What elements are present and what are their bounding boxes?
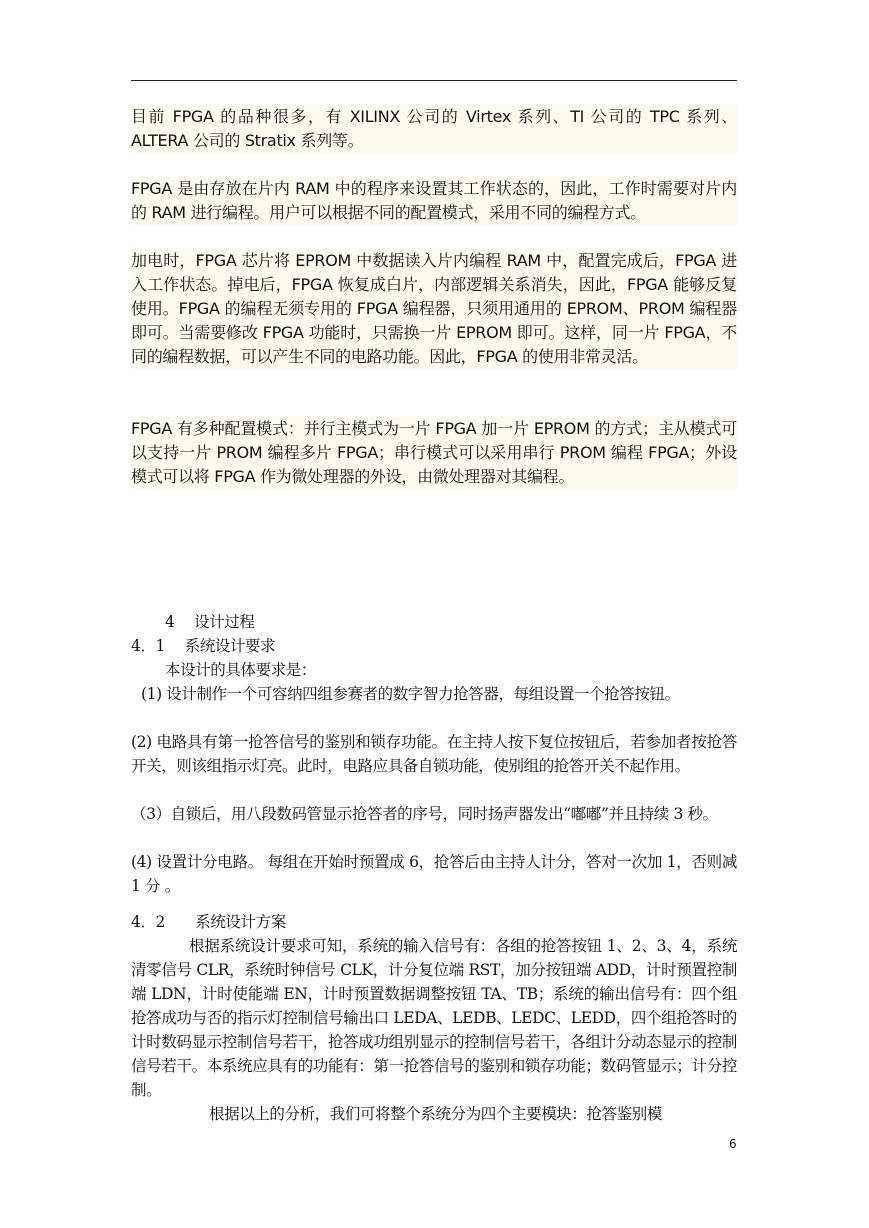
subsection-heading: 4．1 系统设计要求 <box>131 637 276 655</box>
paragraph-text: FPGA 是由存放在片内 RAM 中的程序来设置其工作状态的，因此，工作时需要对片内的 RAM 进行编程。用户可以根据不同的配置模式，采用不同的编程方式。 <box>131 179 737 222</box>
paragraph-text: 加电时，FPGA 芯片将 EPROM 中数据读入片内编程 RAM 中，配置完成后，FPGA 进入工作状态。掉电后，FPGA 恢复成白片，内部逻辑关系消失，因此，FPGA 能够反复使用。FPGA 的编程无须专用的 FPGA 编程器，只须用通用的 EPROM、PROM 编程器即可。当需要修改 FPGA 功能时，只需换一片 EPROM 即可。这样，同一片 FPGA，不同的编程数据，可以产生不同的电路功能。因此，FPGA 的使用非常灵活。 <box>131 251 737 366</box>
requirement-item: (4) 设置计分电路。 每组在开始时预置成 6，抢答后由主持人计分，答对一次加 1，否则减 1 分 。 <box>131 853 737 895</box>
paragraph-fpga-ram <box>131 177 737 225</box>
paragraph-fpga-varieties <box>131 105 737 153</box>
design-scheme-paragraph: 根据以上的分析，我们可将整个系统分为四个主要模块：抢答鉴别模 <box>209 1105 663 1123</box>
paragraph-fpga-config-modes <box>131 417 737 489</box>
paragraph-text: 目前 FPGA 的品种很多，有 XILINX 公司的 Virtex 系列、TI 公司的 TPC 系列、ALTERA 公司的 Stratix 系列等。 <box>131 107 737 150</box>
page-number: 6 <box>729 1137 737 1151</box>
requirement-item: (1) 设计制作一个可容纳四组参赛者的数字智力抢答器，每组设置一个抢答按钮。 <box>141 685 680 703</box>
section-heading: 4 设计过程 <box>165 613 255 631</box>
requirements-intro: 本设计的具体要求是： <box>165 661 317 679</box>
requirement-item: （3）自锁后，用八段数码管显示抢答者的序号，同时扬声器发出“嘟嘟”并且持续 3 秒。 <box>131 805 718 823</box>
paragraph-text: FPGA 有多种配置模式：并行主模式为一片 FPGA 加一片 EPROM 的方式；主从模式可以支持一片 PROM 编程多片 FPGA；串行模式可以采用串行 PROM 编程 FPGA；外设模式可以将 FPGA 作为微处理器的外设，由微处理器对其编程。 <box>131 419 737 486</box>
requirement-item: (2) 电路具有第一抢答信号的鉴别和锁存功能。在主持人按下复位按钮后，若参加者按抢答开关，则该组指示灯亮。此时，电路应具备自锁功能，使别组的抢答开关不起作用。 <box>131 733 737 775</box>
subsection-heading: 4．2 系统设计方案 <box>131 913 286 931</box>
design-scheme-paragraph: 根据系统设计要求可知，系统的输入信号有：各组的抢答按钮 1、2、3、4，系统清零信号 CLR，系统时钟信号 CLK，计分复位端 RST，加分按钮端 ADD，计时预置控制端 LDN，计时使能端 EN，计时预置数据调整按钮 TA、TB；系统的输出信号有：四个组抢答成功与否的指示灯控制信号输出口 LEDA、LEDB、LEDC、LEDD，四个组抢答时的计时数码显示控制信号若干，抢答成功组别显示的控制信号若干，各组计分动态显示的控制信号若干。本系统应具有的功能有：第一抢答信号的鉴别和锁存功能；数码管显示；计分控制。 <box>131 937 737 1099</box>
paragraph-fpga-power-on <box>131 249 737 369</box>
header-rule <box>131 80 737 81</box>
